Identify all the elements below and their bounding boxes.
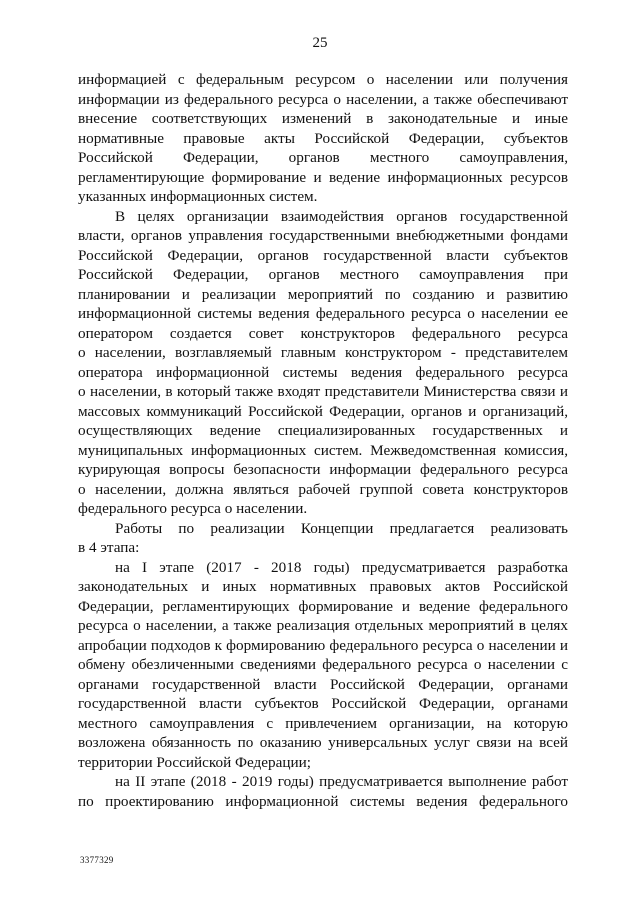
text-line: обмену обезличенными сведениями федерального ресурса о населении с bbox=[78, 656, 568, 673]
text-line: федерального ресурса о населении. bbox=[78, 500, 308, 517]
text-line: на II этапе (2018 - 2019 годы) предусматривается выполнение работ bbox=[115, 773, 568, 790]
body-text bbox=[78, 70, 568, 811]
text-line: информационной системы ведения федерального ресурса о населении ее bbox=[78, 305, 568, 322]
text-line: Российской Федерации, органов государственной власти субъектов bbox=[78, 246, 568, 264]
text-line: на I этапе (2017 - 2018 годы) предусматривается разработка bbox=[115, 558, 568, 576]
text-line: власти, органов управления государственными внебюджетными фондами bbox=[78, 227, 568, 244]
document-code: 3377329 bbox=[80, 855, 114, 865]
text-line: о населении, возглавляемый главным конструктором - представителем bbox=[78, 344, 568, 361]
text-line: Российской Федерации, органов местного самоуправления при bbox=[78, 266, 568, 283]
text-line: законодательных и иных нормативных правовых актов Российской bbox=[78, 578, 568, 595]
text-line: указанных информационных систем. bbox=[78, 188, 318, 205]
text-line: по проектированию информационной системы ведения федерального bbox=[78, 792, 568, 810]
text-line: нормативные правовые акты Российской Федерации, субъектов bbox=[78, 129, 568, 147]
text-line: В целях организации взаимодействия органов государственной bbox=[115, 207, 568, 225]
text-line: курирующая вопросы безопасности информации федерального ресурса bbox=[78, 461, 568, 478]
text-line: планировании и реализации мероприятий по созданию и развитию bbox=[78, 285, 568, 303]
text-line: государственной власти субъектов Российской Федерации, органами bbox=[78, 695, 568, 712]
text-line: в 4 этапа: bbox=[78, 539, 140, 556]
text-line: внесение соответствующих изменений в законодательные и иные bbox=[78, 110, 568, 127]
text-line: информации из федерального ресурса о населении, а также обеспечивают bbox=[78, 90, 568, 108]
text-line: массовых коммуникаций Российской Федерации, органов и организаций, bbox=[78, 402, 568, 420]
text-line: возложена обязанность по оказанию универсальных услуг связи на всей bbox=[78, 734, 568, 751]
text-line: муниципальных информационных систем. Межведомственная комиссия, bbox=[78, 441, 568, 459]
page-number: 25 bbox=[312, 35, 328, 51]
text-line: о населении, должна являться рабочей группой совета конструкторов bbox=[78, 480, 568, 498]
text-line: регламентирующие формирование и ведение информационных ресурсов bbox=[78, 168, 568, 186]
text-line: осуществляющих ведение специализированных государственных и bbox=[78, 422, 568, 439]
text-line: Работы по реализации Концепции предлагается реализовать bbox=[115, 519, 568, 537]
text-line: оператора информационной системы ведения федерального ресурса bbox=[78, 363, 568, 381]
text-line: местного самоуправления с привлечением организации, на которую bbox=[78, 714, 568, 732]
text-line: оператором создается совет конструкторов федерального ресурса bbox=[78, 324, 568, 342]
text-line: о населении, в который также входят представители Министерства связи и bbox=[78, 383, 568, 400]
text-line: Федерации, регламентирующих формирование и ведение федерального bbox=[78, 597, 568, 615]
text-line: органами государственной власти Российской Федерации, органами bbox=[78, 675, 568, 693]
text-line: территории Российской Федерации; bbox=[78, 753, 311, 771]
text-line: апробации подходов к формированию федерального ресурса о населении и bbox=[78, 636, 568, 654]
text-line: ресурса о населении, а также реализация отдельных мероприятий в целях bbox=[78, 617, 568, 634]
text-line: информацией с федеральным ресурсом о населении или получения bbox=[78, 71, 568, 88]
text-line: Российской Федерации, органов местного самоуправления, bbox=[78, 149, 568, 166]
